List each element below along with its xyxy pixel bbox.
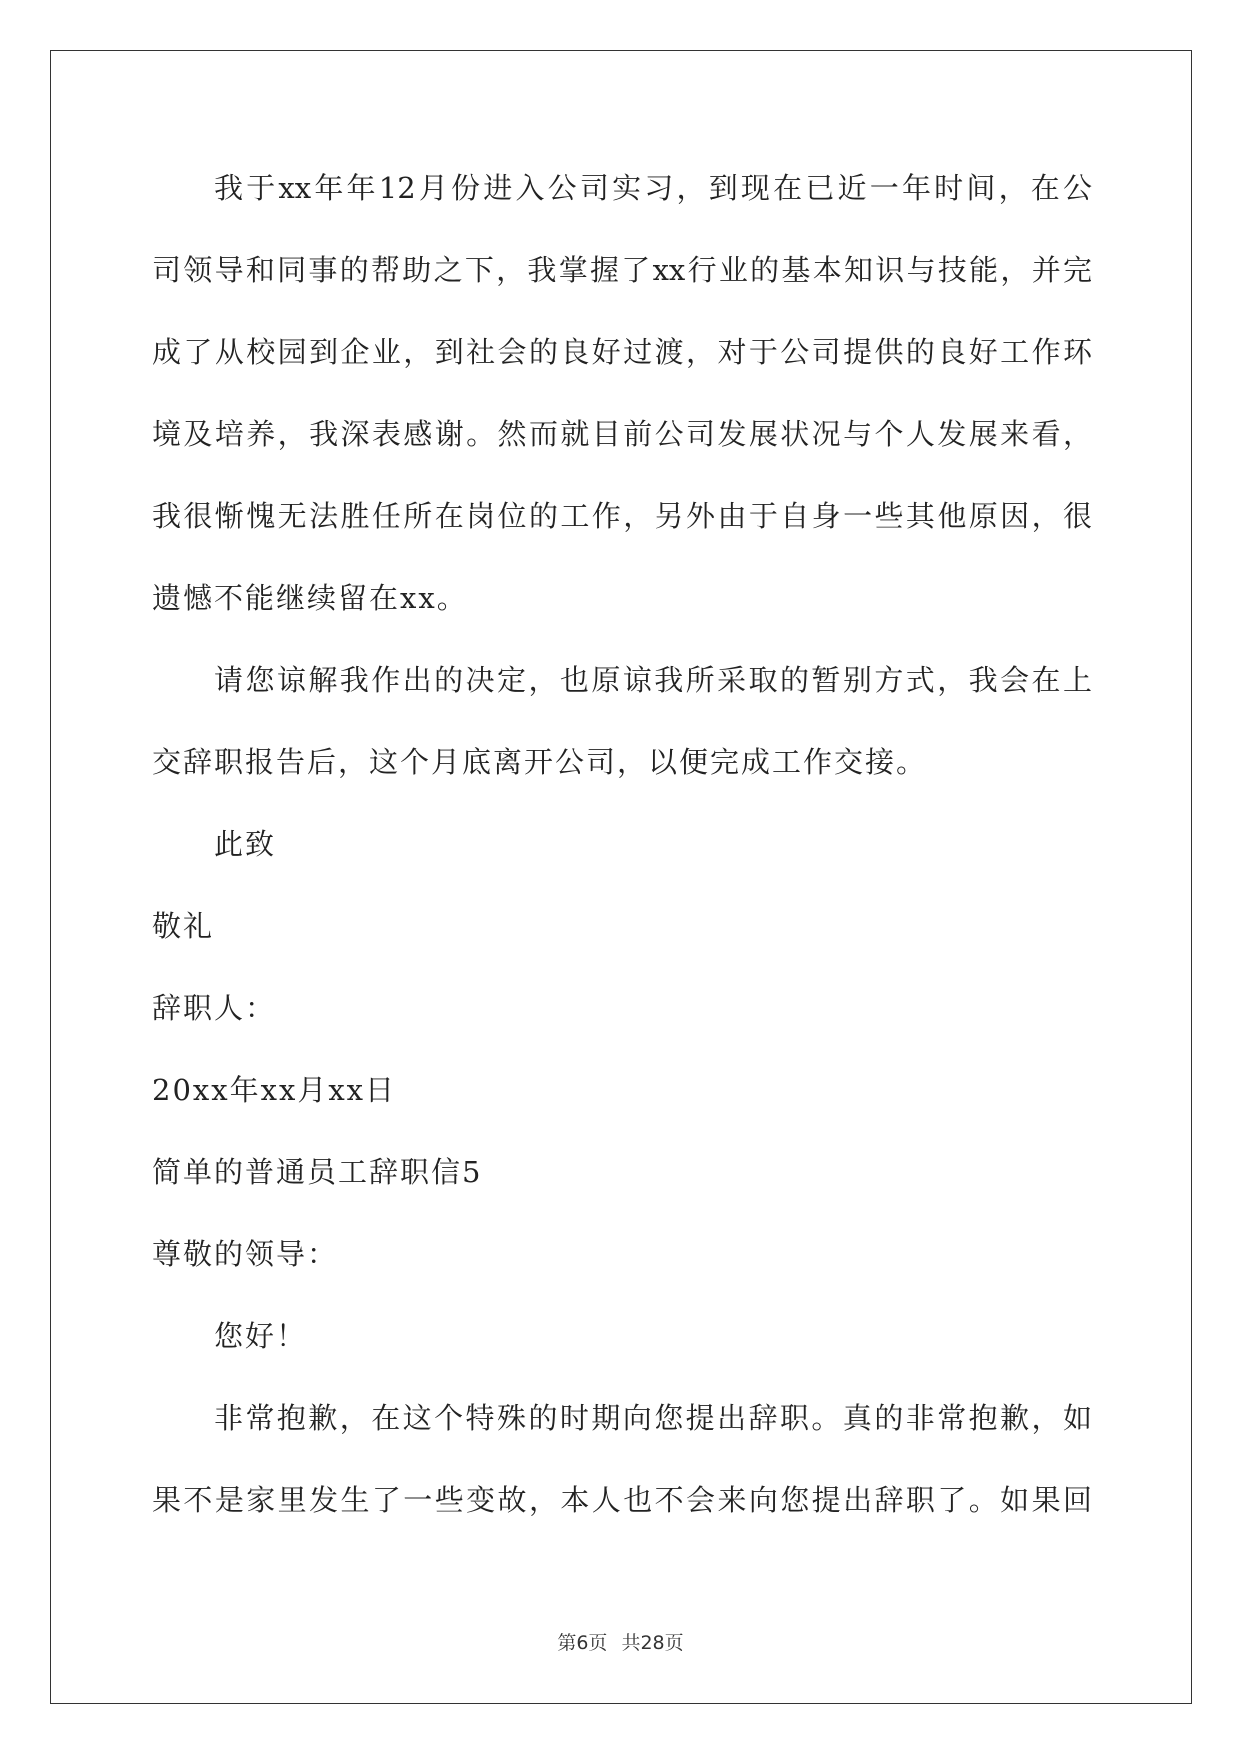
paragraph-line: 非常抱歉，在这个特殊的时期向您提出辞职。真的非常抱歉，如 bbox=[214, 1401, 1092, 1435]
page-total: 共28页 bbox=[621, 1632, 684, 1654]
paragraph-line: 请您谅解我作出的决定，也原谅我所采取的暂别方式，我会在上 bbox=[214, 663, 1092, 697]
page-frame bbox=[50, 50, 1192, 1704]
section-title: 简单的普通员工辞职信5 bbox=[152, 1155, 483, 1189]
closing-salutation: 此致 bbox=[214, 827, 277, 861]
paragraph-line: 境及培养，我深表感谢。然而就目前公司发展状况与个人发展来看， bbox=[152, 417, 1092, 451]
paragraph-line: 成了从校园到企业，到社会的良好过渡，对于公司提供的良好工作环 bbox=[152, 335, 1092, 369]
date-line: 20xx年xx月xx日 bbox=[152, 1073, 397, 1107]
greeting-hello: 您好！ bbox=[214, 1319, 308, 1353]
closing-regards: 敬礼 bbox=[152, 909, 215, 943]
paragraph-line: 交辞职报告后，这个月底离开公司，以便完成工作交接。 bbox=[152, 745, 928, 779]
signature-label: 辞职人： bbox=[152, 991, 277, 1025]
paragraph-line: 司领导和同事的帮助之下，我掌握了xx行业的基本知识与技能，并完 bbox=[152, 253, 1092, 287]
page-footer bbox=[0, 1628, 1241, 1655]
page-number: 第6页 bbox=[557, 1632, 608, 1654]
paragraph-line: 果不是家里发生了一些变故，本人也不会来向您提出辞职了。如果回 bbox=[152, 1483, 1092, 1517]
paragraph-line: 我于xx年年12月份进入公司实习，到现在已近一年时间，在公 bbox=[214, 171, 1092, 205]
paragraph-line: 遗憾不能继续留在xx。 bbox=[152, 581, 468, 615]
greeting-line: 尊敬的领导： bbox=[152, 1237, 339, 1271]
paragraph-line: 我很惭愧无法胜任所在岗位的工作，另外由于自身一些其他原因，很 bbox=[152, 499, 1092, 533]
